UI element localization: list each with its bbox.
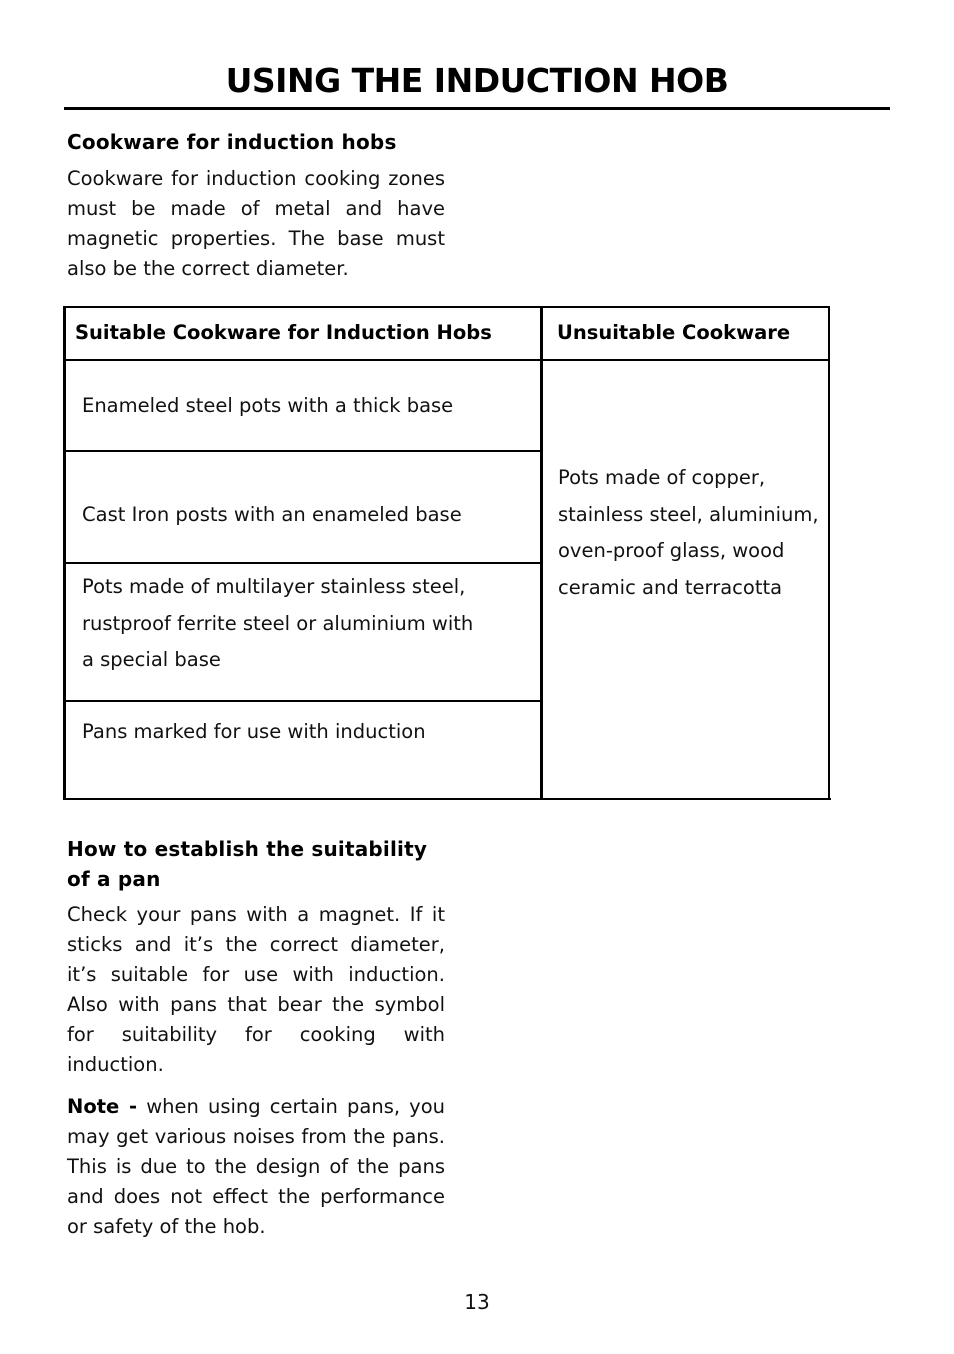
suitable-item: Cast Iron posts with an enameled base <box>82 503 462 526</box>
suitability-paragraph: Check your pans with a magnet. If it sticks and it’s the correct diameter, it’s suitable for use with induction. Also with pans that bear the symbol for suitability for cooking with induction. <box>67 903 445 1076</box>
cookware-heading: Cookware for induction hobs <box>67 130 397 154</box>
unsuitable-item: Pots made of copper, stainless steel, aluminium, oven-proof glass, wood ceramic and terracotta <box>558 466 819 599</box>
cookware-paragraph: Cookware for induction cooking zones must be made of metal and have magnetic properties. The base must also be the correct diameter. <box>67 167 445 280</box>
table-border-right <box>828 306 830 800</box>
table-border-bottom <box>63 798 831 800</box>
table-header-divider <box>63 359 830 361</box>
header-suitable: Suitable Cookware for Induction Hobs <box>75 321 492 344</box>
suitable-item: Enameled steel pots with a thick base <box>82 394 454 417</box>
table-border-left <box>63 306 66 800</box>
table-row-divider <box>63 450 541 452</box>
suitability-heading: How to establish the suitability of a pan <box>67 837 428 891</box>
title-divider <box>64 107 890 110</box>
table-row-divider <box>63 562 541 564</box>
page-number: 13 <box>464 1290 490 1314</box>
note-paragraph <box>67 1092 445 1242</box>
suitable-item: Pans marked for use with induction <box>82 720 426 743</box>
suitable-item: Pots made of multilayer stainless steel, rustproof ferrite steel or aluminium with a special base <box>82 575 474 671</box>
table-row-divider <box>63 700 541 702</box>
header-unsuitable: Unsuitable Cookware <box>557 321 791 344</box>
cookware-table <box>63 306 831 800</box>
page-title: USING THE INDUCTION HOB <box>225 61 729 100</box>
note-label: Note - <box>67 1095 138 1118</box>
note-text: when using certain pans, you may get various noises from the pans. This is due to the design of the pans and does not effect the performance or safety of the hob. <box>67 1095 445 1238</box>
table-column-divider <box>540 306 543 800</box>
table-border-top <box>63 306 830 308</box>
